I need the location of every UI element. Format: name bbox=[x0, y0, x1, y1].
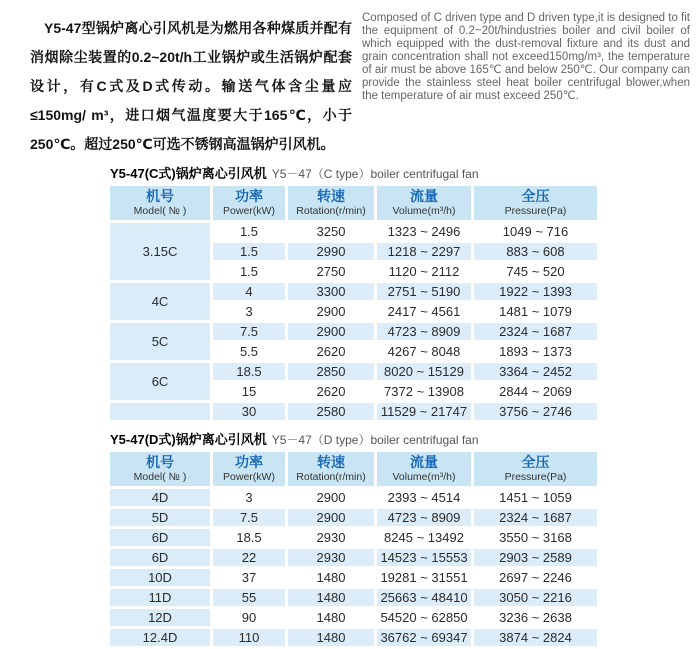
model-cell: 4D bbox=[110, 489, 210, 506]
column-header-chinese: 转速 bbox=[317, 188, 345, 204]
column-header-english: Rotation(r/min) bbox=[296, 205, 366, 217]
rotation-cell: 2620 bbox=[316, 344, 346, 359]
pressure-cell: 3236 ~ 2638 bbox=[499, 610, 572, 625]
column-header bbox=[288, 186, 374, 220]
intro-paragraph-chinese: Y5-47型锅炉离心引风机是为燃用各种煤质并配有消烟除尘装置的0.2~20t/h工业锅炉或生活锅炉配套设计，有C式及D式传动。输送气体含尘量应≤150mg/ m³，进口烟气温度要大于165℃，小于250℃。超过250℃可选不锈钢高温锅炉引风机。 bbox=[30, 20, 352, 152]
pressure-cell: 883 ~ 608 bbox=[474, 243, 597, 260]
pressure-cell: 3050 ~ 2216 bbox=[474, 589, 597, 606]
volume-cell: 36762 ~ 69347 bbox=[377, 629, 471, 646]
c-type-table-body bbox=[110, 223, 597, 420]
volume-cell: 19281 ~ 31551 bbox=[380, 570, 468, 585]
table-row bbox=[110, 283, 597, 300]
rotation-cell: 2620 bbox=[316, 384, 346, 399]
power-cell: 55 bbox=[213, 589, 285, 606]
table-row bbox=[110, 589, 597, 606]
volume-cell: 54520 ~ 62850 bbox=[380, 610, 468, 625]
volume-cell: 25663 ~ 48410 bbox=[377, 589, 471, 606]
rotation-cell: 1480 bbox=[316, 570, 346, 585]
column-header-chinese: 流量 bbox=[410, 188, 438, 204]
model-cell bbox=[110, 403, 210, 420]
power-cell: 3 bbox=[245, 304, 253, 319]
table-row bbox=[110, 609, 597, 626]
power-cell: 110 bbox=[213, 629, 285, 646]
volume-cell: 8245 ~ 13492 bbox=[384, 530, 464, 545]
pressure-cell: 1451 ~ 1059 bbox=[499, 490, 572, 505]
model-cell: 5D bbox=[110, 509, 210, 526]
column-header bbox=[474, 186, 597, 220]
column-header bbox=[110, 452, 210, 486]
power-cell: 1.5 bbox=[213, 243, 285, 260]
model-cell: 12D bbox=[110, 609, 210, 626]
column-header-english: Volume(m³/h) bbox=[392, 471, 456, 483]
power-cell: 90 bbox=[241, 610, 257, 625]
column-header-english: Model( № ) bbox=[133, 205, 187, 217]
pressure-cell: 2844 ~ 2069 bbox=[499, 384, 572, 399]
pressure-cell: 3550 ~ 3168 bbox=[499, 530, 572, 545]
pressure-cell: 1481 ~ 1079 bbox=[499, 304, 572, 319]
model-cell: 3.15C bbox=[110, 223, 210, 280]
rotation-cell: 2900 bbox=[288, 509, 374, 526]
model-cell: 12.4D bbox=[110, 629, 210, 646]
power-cell: 3 bbox=[245, 490, 253, 505]
c-type-table-header bbox=[110, 186, 597, 220]
model-cell: 11D bbox=[110, 589, 210, 606]
pressure-cell: 2697 ~ 2246 bbox=[499, 570, 572, 585]
column-header bbox=[110, 186, 210, 220]
c-type-title-english: Y5－47（C type）boiler centrifugal fan bbox=[271, 167, 479, 181]
power-cell: 18.5 bbox=[213, 363, 285, 380]
c-type-spec-table bbox=[107, 183, 600, 423]
power-cell: 4 bbox=[213, 283, 285, 300]
volume-cell: 4723 ~ 8909 bbox=[377, 509, 471, 526]
column-header-english: Pressure(Pa) bbox=[504, 205, 567, 217]
rotation-cell: 1480 bbox=[288, 589, 374, 606]
volume-cell: 2751 ~ 5190 bbox=[377, 283, 471, 300]
column-header-english: Power(kW) bbox=[223, 205, 275, 217]
volume-cell: 11529 ~ 21747 bbox=[377, 403, 471, 420]
volume-cell: 7372 ~ 13908 bbox=[384, 384, 464, 399]
column-header bbox=[288, 452, 374, 486]
model-cell: 6C bbox=[110, 363, 210, 400]
volume-cell: 4723 ~ 8909 bbox=[377, 323, 471, 340]
volume-cell: 1323 ~ 2496 bbox=[387, 224, 461, 239]
column-header-chinese: 全压 bbox=[521, 188, 550, 204]
c-type-section bbox=[107, 166, 700, 423]
model-cell: 5C bbox=[110, 323, 210, 360]
table-row bbox=[110, 323, 597, 340]
rotation-cell: 1480 bbox=[288, 629, 374, 646]
table-row bbox=[110, 529, 597, 546]
d-type-section bbox=[107, 432, 700, 649]
table-row bbox=[110, 489, 597, 506]
column-header-english: Model( № ) bbox=[133, 471, 187, 483]
power-cell: 15 bbox=[241, 384, 257, 399]
pressure-cell: 3874 ~ 2824 bbox=[474, 629, 597, 646]
intro-section bbox=[0, 0, 700, 159]
pressure-cell: 1049 ~ 716 bbox=[502, 224, 569, 239]
d-type-title-english: Y5－47（D type）boiler centrifugal fan bbox=[271, 433, 479, 447]
table-row bbox=[110, 569, 597, 586]
table-row bbox=[110, 403, 597, 420]
power-cell: 30 bbox=[213, 403, 285, 420]
rotation-cell: 2930 bbox=[316, 530, 346, 545]
column-header-chinese: 全压 bbox=[521, 454, 550, 470]
power-cell: 18.5 bbox=[236, 530, 262, 545]
d-type-table-title bbox=[110, 432, 700, 448]
power-cell: 7.5 bbox=[213, 323, 285, 340]
c-type-table-title bbox=[110, 166, 700, 182]
pressure-cell: 2324 ~ 1687 bbox=[474, 323, 597, 340]
column-header-chinese: 流量 bbox=[410, 454, 438, 470]
column-header-english: Rotation(r/min) bbox=[296, 471, 366, 483]
d-type-table-body bbox=[110, 489, 597, 646]
power-cell: 1.5 bbox=[239, 264, 259, 279]
rotation-cell: 2990 bbox=[288, 243, 374, 260]
model-cell: 6D bbox=[110, 529, 210, 546]
rotation-cell: 2750 bbox=[316, 264, 346, 279]
power-cell: 37 bbox=[241, 570, 257, 585]
rotation-cell: 2850 bbox=[288, 363, 374, 380]
column-header-chinese: 功率 bbox=[235, 188, 263, 204]
rotation-cell: 3300 bbox=[288, 283, 374, 300]
pressure-cell: 745 ~ 520 bbox=[506, 264, 565, 279]
column-header bbox=[213, 452, 285, 486]
column-header-chinese: 机号 bbox=[146, 454, 174, 470]
pressure-cell: 1893 ~ 1373 bbox=[499, 344, 572, 359]
volume-cell: 2393 ~ 4514 bbox=[387, 490, 461, 505]
column-header-english: Pressure(Pa) bbox=[504, 471, 567, 483]
table-row bbox=[110, 549, 597, 566]
pressure-cell: 2903 ~ 2589 bbox=[474, 549, 597, 566]
table-row bbox=[110, 629, 597, 646]
power-cell: 22 bbox=[213, 549, 285, 566]
pressure-cell: 3756 ~ 2746 bbox=[474, 403, 597, 420]
column-header bbox=[213, 186, 285, 220]
column-header-chinese: 转速 bbox=[317, 454, 345, 470]
rotation-cell: 2930 bbox=[288, 549, 374, 566]
volume-cell: 2417 ~ 4561 bbox=[387, 304, 461, 319]
power-cell: 1.5 bbox=[239, 224, 259, 239]
header-row bbox=[110, 452, 597, 486]
rotation-cell: 2580 bbox=[288, 403, 374, 420]
model-cell: 4C bbox=[110, 283, 210, 320]
c-type-title-chinese: Y5-47(C式)锅炉离心引风机 bbox=[110, 166, 267, 181]
header-row bbox=[110, 186, 597, 220]
rotation-cell: 2900 bbox=[288, 323, 374, 340]
d-type-table-header bbox=[110, 452, 597, 486]
pressure-cell: 3364 ~ 2452 bbox=[474, 363, 597, 380]
intro-paragraph-english: Composed of C driven type and D driven type,it is designed to fit the equipment of 0.2~20t/hindustries boiler and civil boiler of which equipped with the dust-removal fixture and its dust and grain concentration shall not exceed150mg/m³, the temperature of air must be above 165℃ and below 250℃. Our company can provide the stainless steel heat boiler centrifugal blower,when the temperature of air must exceed 250℃. bbox=[362, 12, 690, 102]
table-row bbox=[110, 223, 597, 240]
power-cell: 7.5 bbox=[213, 509, 285, 526]
rotation-cell: 1480 bbox=[316, 610, 346, 625]
volume-cell: 8020 ~ 15129 bbox=[377, 363, 471, 380]
pressure-cell: 2324 ~ 1687 bbox=[474, 509, 597, 526]
model-cell: 10D bbox=[110, 569, 210, 586]
column-header bbox=[474, 452, 597, 486]
column-header bbox=[377, 452, 471, 486]
rotation-cell: 2900 bbox=[316, 304, 346, 319]
column-header bbox=[377, 186, 471, 220]
pressure-cell: 1922 ~ 1393 bbox=[474, 283, 597, 300]
table-row bbox=[110, 363, 597, 380]
rotation-cell: 2900 bbox=[316, 490, 346, 505]
power-cell: 5.5 bbox=[239, 344, 259, 359]
column-header-english: Power(kW) bbox=[223, 471, 275, 483]
rotation-cell: 3250 bbox=[316, 224, 346, 239]
volume-cell: 1120 ~ 2112 bbox=[388, 264, 460, 279]
d-type-spec-table bbox=[107, 449, 600, 649]
volume-cell: 4267 ~ 8048 bbox=[387, 344, 461, 359]
column-header-english: Volume(m³/h) bbox=[392, 205, 456, 217]
d-type-title-chinese: Y5-47(D式)锅炉离心引风机 bbox=[110, 432, 267, 447]
column-header-chinese: 机号 bbox=[146, 188, 174, 204]
volume-cell: 1218 ~ 2297 bbox=[377, 243, 471, 260]
column-header-chinese: 功率 bbox=[235, 454, 263, 470]
volume-cell: 14523 ~ 15553 bbox=[377, 549, 471, 566]
table-row bbox=[110, 509, 597, 526]
model-cell: 6D bbox=[110, 549, 210, 566]
